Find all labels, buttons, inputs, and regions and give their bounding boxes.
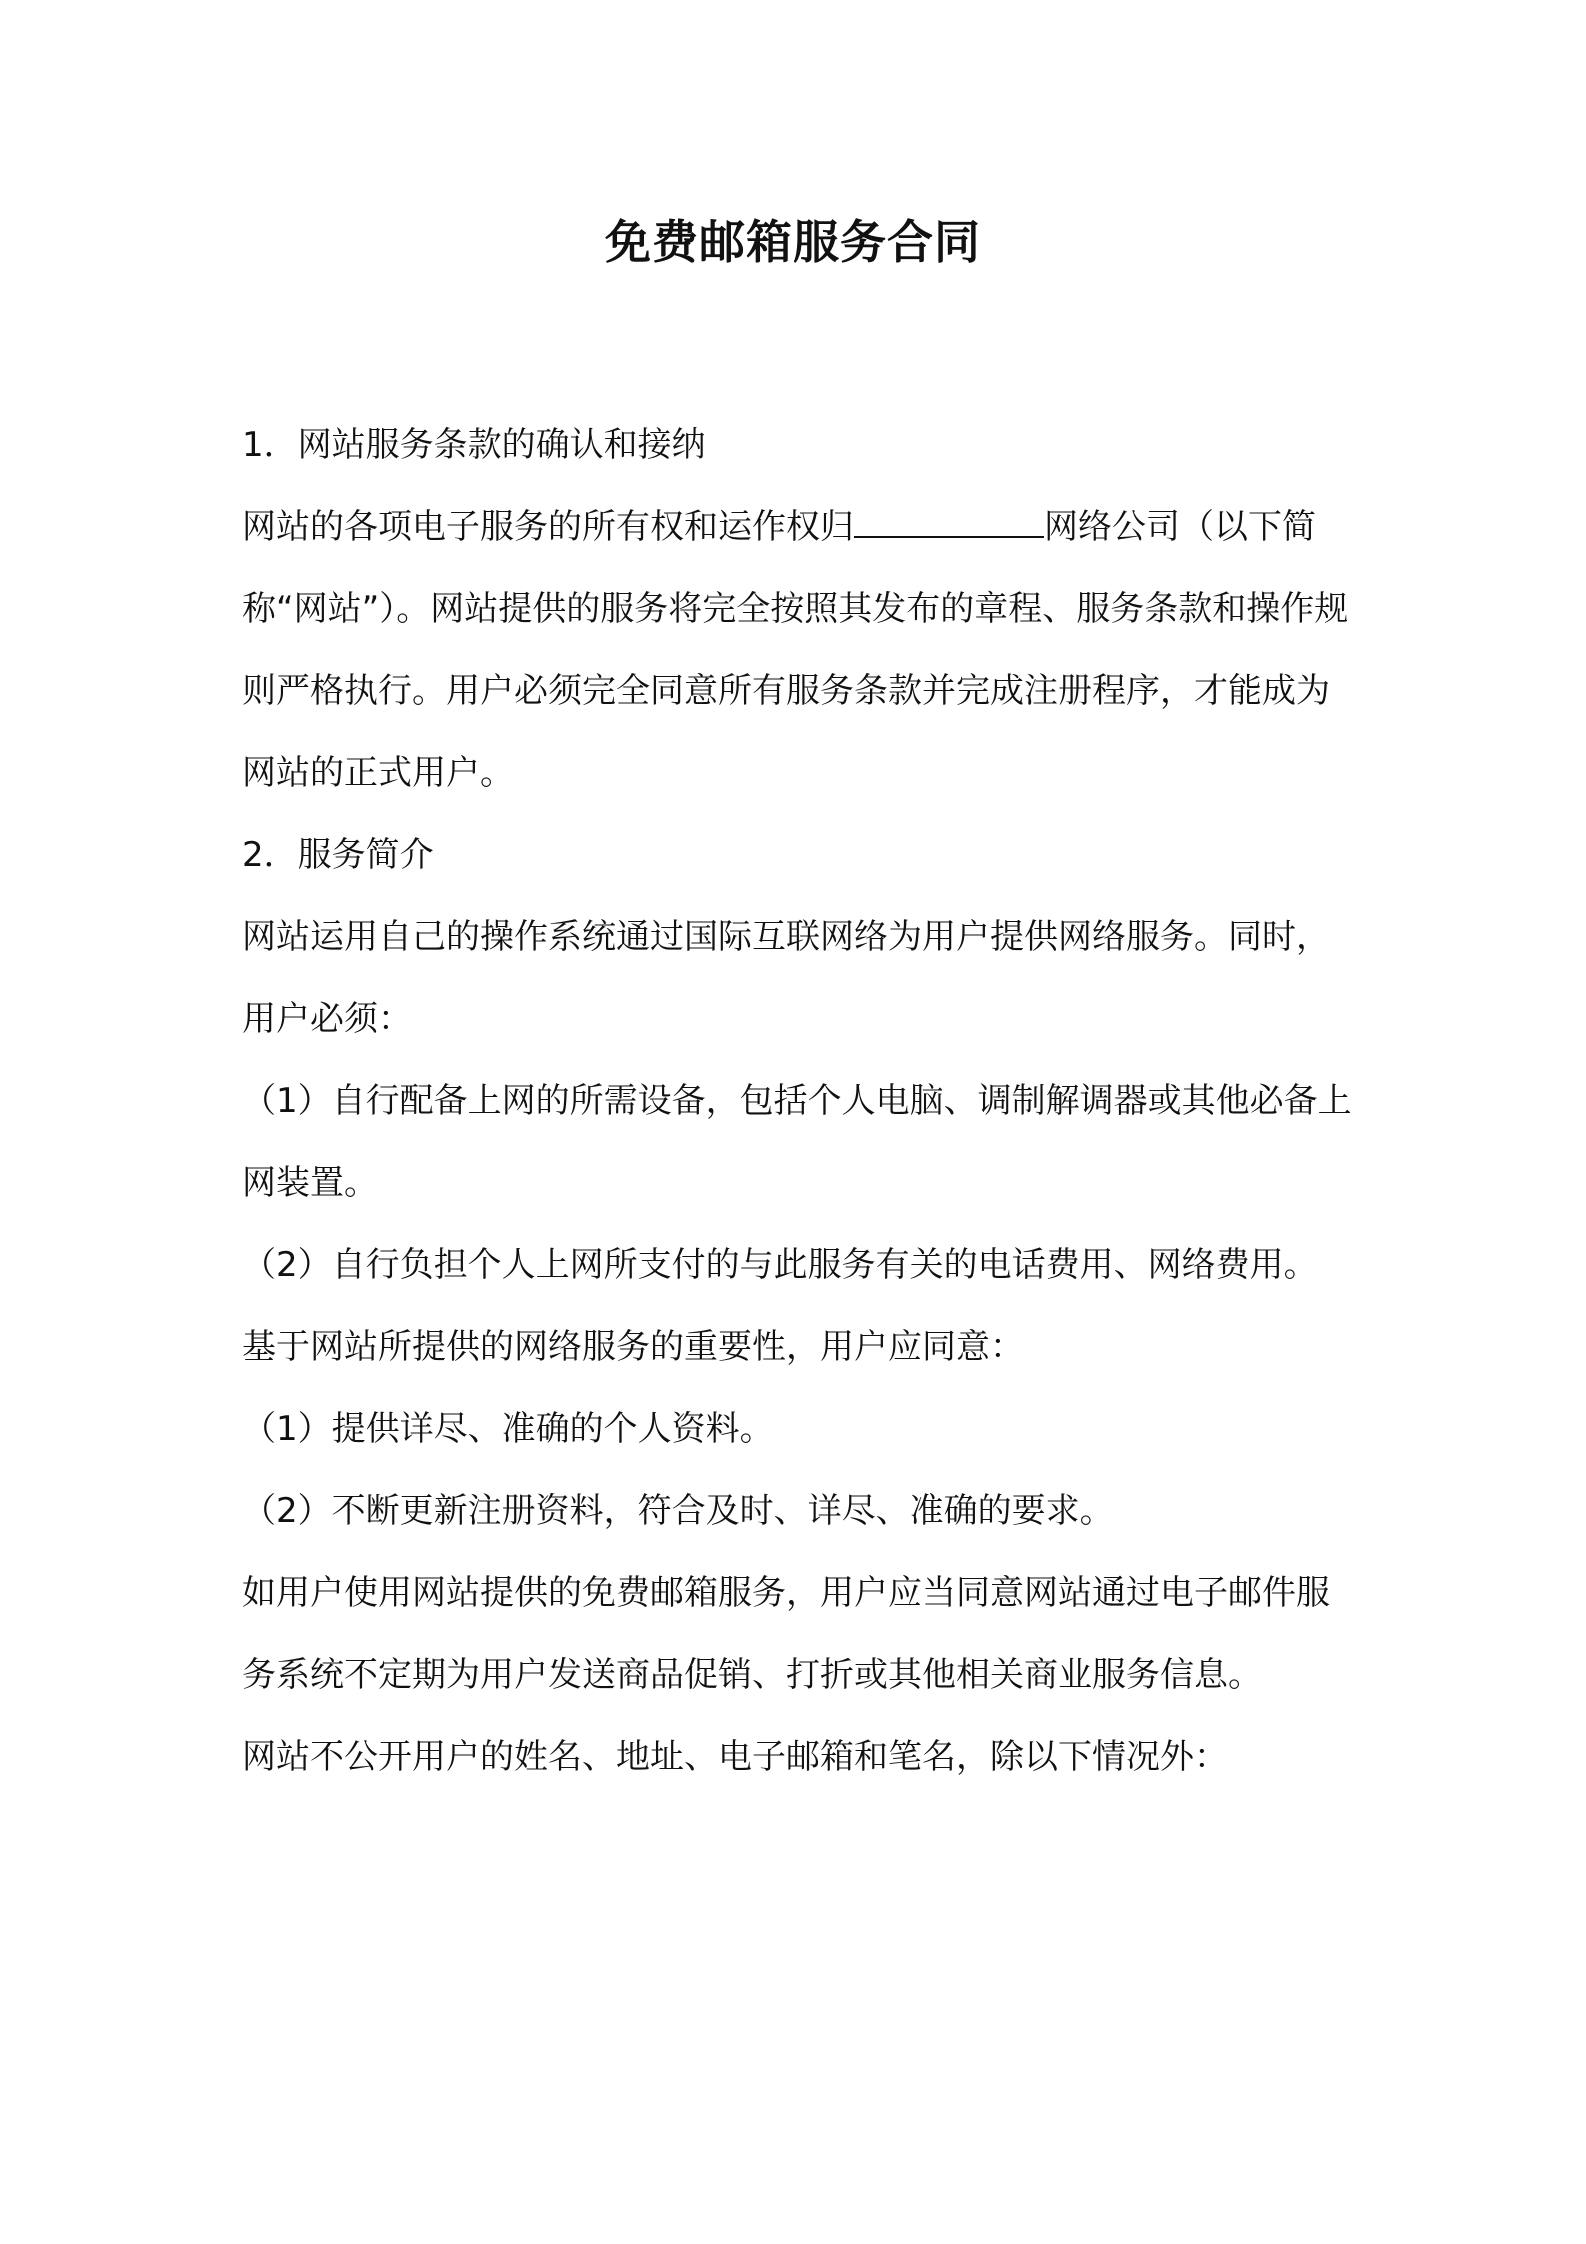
paragraph-text-before-blank: 网站的各项电子服务的所有权和运作权归 (242, 507, 854, 547)
section-2-paragraph-email: 如用户使用网站提供的免费邮箱服务，用户应当同意网站通过电子邮件服务系统不定期为用户发送商品促销、打折或其他相关商业服务信息。 (242, 1573, 1330, 1695)
section-2-heading: 2．服务简介 (242, 835, 434, 875)
list-item: （2）自行负担个人上网所支付的与此服务有关的电话费用、网络费用。 (242, 1245, 1318, 1285)
section-1-heading: 1．网站服务条款的确认和接纳 (242, 425, 706, 465)
company-name-blank (854, 508, 1044, 538)
document-title: 免费邮箱服务合同 (605, 215, 981, 269)
list-item: （1）提供详尽、准确的个人资料。 (242, 1409, 774, 1449)
document-body (242, 404, 1362, 1798)
section-2-paragraph-importance: 基于网站所提供的网络服务的重要性，用户应同意： (242, 1327, 1024, 1367)
list-item: （2）不断更新注册资料，符合及时、详尽、准确的要求。 (242, 1491, 1114, 1531)
section-1-paragraph (242, 486, 1362, 814)
list-item: （1）自行配备上网的所需设备，包括个人电脑、调制解调器或其他必备上网装置。 (242, 1081, 1352, 1203)
section-2-paragraph-privacy: 网站不公开用户的姓名、地址、电子邮箱和笔名，除以下情况外： (242, 1737, 1228, 1777)
paragraph-text-after-blank: 网络公司（以下简称“网站”）。网站提供的服务将完全按照其发布的章程、服务条款和操作规则严格执行。用户必须完全同意所有服务条款并完成注册程序，才能成为网站的正式用户。 (242, 507, 1349, 793)
section-2-paragraph-intro: 网站运用自己的操作系统通过国际互联网络为用户提供网络服务。同时，用户必须： (242, 917, 1330, 1039)
